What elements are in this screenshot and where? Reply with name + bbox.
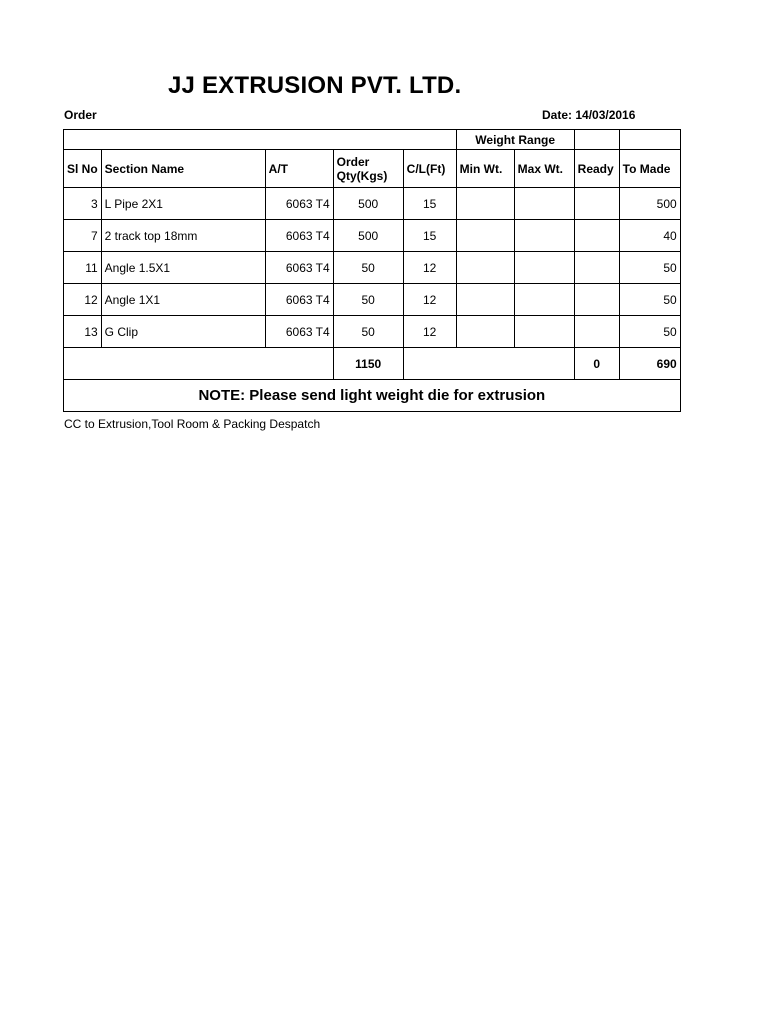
totals-blank-cell xyxy=(403,348,574,380)
cc-note: CC to Extrusion,Tool Room & Packing Despatch xyxy=(64,417,321,431)
total-to-made: 690 xyxy=(619,348,680,380)
col-header-to-made: To Made xyxy=(619,150,680,188)
col-header-order-qty-line2: Qty(Kgs) xyxy=(336,168,388,183)
col-header-min-wt: Min Wt. xyxy=(456,150,514,188)
col-header-order-qty-line1: Order xyxy=(336,154,370,169)
cell-to-made: 50 xyxy=(619,316,680,348)
cell-max-wt xyxy=(514,284,574,316)
table-row xyxy=(64,284,681,316)
col-header-sl-no: Sl No xyxy=(64,150,102,188)
cell-at: 6063 T4 xyxy=(265,188,333,220)
note-row xyxy=(64,380,681,412)
table-row xyxy=(64,316,681,348)
cell-ready xyxy=(574,316,619,348)
cell-to-made: 50 xyxy=(619,252,680,284)
cell-sl-no: 12 xyxy=(64,284,102,316)
cell-at: 6063 T4 xyxy=(265,252,333,284)
cell-to-made: 40 xyxy=(619,220,680,252)
cell-ready xyxy=(574,252,619,284)
cell-section-name: Angle 1X1 xyxy=(101,284,265,316)
cell-sl-no: 7 xyxy=(64,220,102,252)
cell-ready xyxy=(574,188,619,220)
table-row xyxy=(64,188,681,220)
col-header-cl: C/L(Ft) xyxy=(403,150,456,188)
weight-range-header: Weight Range xyxy=(456,130,574,150)
blank-header-cell xyxy=(619,130,680,150)
cell-to-made: 50 xyxy=(619,284,680,316)
cell-order-qty: 500 xyxy=(333,220,403,252)
cell-cl: 12 xyxy=(403,252,456,284)
cell-min-wt xyxy=(456,220,514,252)
col-header-ready: Ready xyxy=(574,150,619,188)
cell-section-name: 2 track top 18mm xyxy=(101,220,265,252)
cell-section-name: L Pipe 2X1 xyxy=(101,188,265,220)
order-table xyxy=(63,129,681,412)
column-header-row xyxy=(64,150,681,188)
cell-cl: 12 xyxy=(403,316,456,348)
company-title: JJ EXTRUSION PVT. LTD. xyxy=(168,72,462,99)
cell-order-qty: 50 xyxy=(333,316,403,348)
cell-order-qty: 50 xyxy=(333,252,403,284)
blank-header-cell xyxy=(574,130,619,150)
cell-max-wt xyxy=(514,316,574,348)
col-header-max-wt: Max Wt. xyxy=(514,150,574,188)
cell-cl: 15 xyxy=(403,220,456,252)
cell-at: 6063 T4 xyxy=(265,284,333,316)
cell-cl: 12 xyxy=(403,284,456,316)
order-date: Date: 14/03/2016 xyxy=(542,108,636,122)
cell-section-name: Angle 1.5X1 xyxy=(101,252,265,284)
cell-to-made: 500 xyxy=(619,188,680,220)
cell-min-wt xyxy=(456,284,514,316)
blank-header-cell xyxy=(64,130,457,150)
cell-max-wt xyxy=(514,188,574,220)
col-header-at: A/T xyxy=(265,150,333,188)
cell-sl-no: 3 xyxy=(64,188,102,220)
cell-at: 6063 T4 xyxy=(265,316,333,348)
cell-ready xyxy=(574,220,619,252)
cell-max-wt xyxy=(514,252,574,284)
table-row xyxy=(64,252,681,284)
cell-order-qty: 500 xyxy=(333,188,403,220)
cell-order-qty: 50 xyxy=(333,284,403,316)
col-header-section-name: Section Name xyxy=(101,150,265,188)
cell-section-name: G Clip xyxy=(101,316,265,348)
cell-max-wt xyxy=(514,220,574,252)
cell-sl-no: 13 xyxy=(64,316,102,348)
total-order-qty: 1150 xyxy=(333,348,403,380)
cell-min-wt xyxy=(456,316,514,348)
totals-blank-cell xyxy=(64,348,334,380)
cell-cl: 15 xyxy=(403,188,456,220)
cell-ready xyxy=(574,284,619,316)
note-text: NOTE: Please send light weight die for extrusion xyxy=(64,380,681,412)
total-ready: 0 xyxy=(574,348,619,380)
cell-min-wt xyxy=(456,252,514,284)
cell-min-wt xyxy=(456,188,514,220)
col-header-order-qty xyxy=(333,150,403,188)
table-row xyxy=(64,220,681,252)
cell-at: 6063 T4 xyxy=(265,220,333,252)
totals-row xyxy=(64,348,681,380)
cell-sl-no: 11 xyxy=(64,252,102,284)
order-label: Order xyxy=(64,108,97,122)
group-header-row xyxy=(64,130,681,150)
